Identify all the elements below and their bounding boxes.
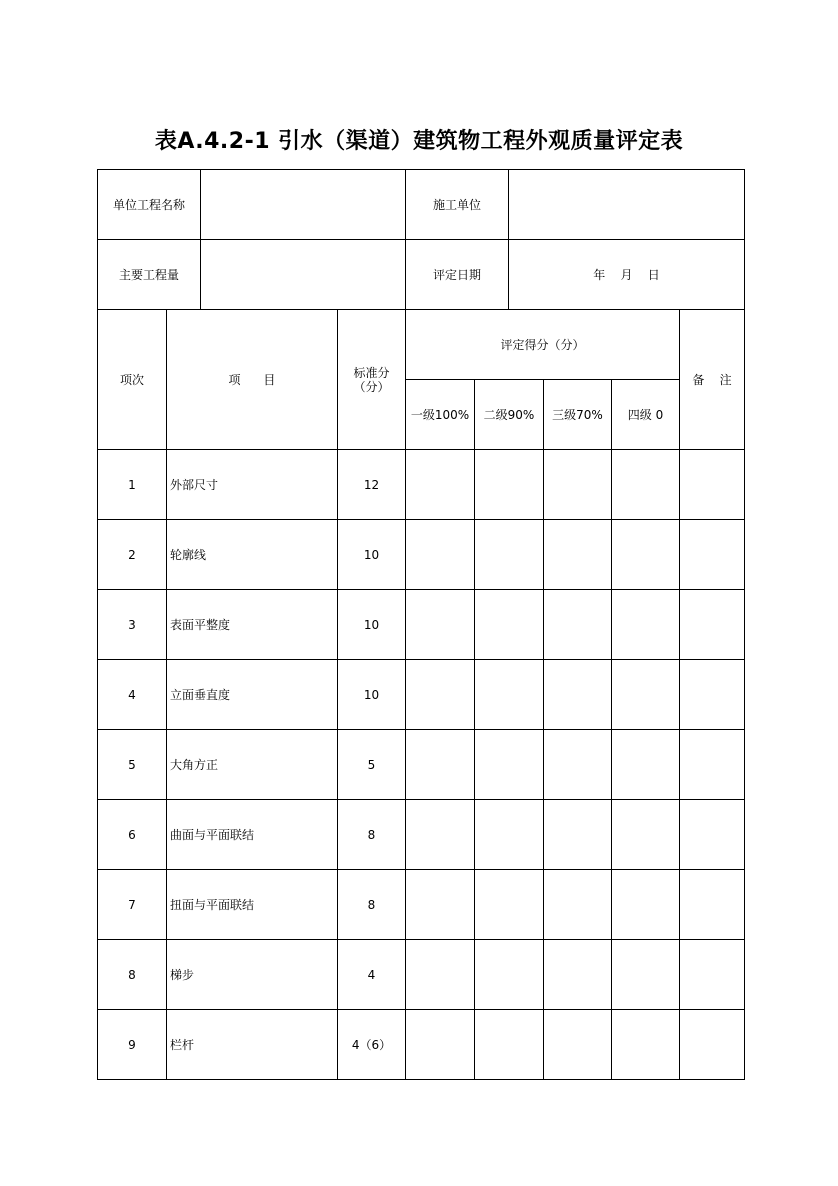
col-no-header: 项次 <box>97 309 167 450</box>
row-grade2-field[interactable] <box>474 589 544 660</box>
eval-date-field[interactable]: 年 月 日 <box>508 239 745 310</box>
row-grade2-field[interactable] <box>474 729 544 800</box>
row-grade2-field[interactable] <box>474 519 544 590</box>
row-grade2-field[interactable] <box>474 659 544 730</box>
col-grade2-header: 二级90% <box>474 379 544 450</box>
row-grade3-field[interactable] <box>543 939 612 1010</box>
row-grade1-field[interactable] <box>405 869 475 940</box>
column-header <box>98 310 745 451</box>
row-grade2-field[interactable] <box>474 449 544 520</box>
row-std-score: 10 <box>337 589 406 660</box>
row-grade4-field[interactable] <box>611 729 680 800</box>
table-row <box>98 870 745 941</box>
row-grade1-field[interactable] <box>405 939 475 1010</box>
row-no: 3 <box>97 589 167 660</box>
main-quantity-field[interactable] <box>200 239 406 310</box>
row-grade4-field[interactable] <box>611 659 680 730</box>
row-no: 4 <box>97 659 167 730</box>
row-remark-field[interactable] <box>679 869 745 940</box>
col-eval-score-header: 评定得分（分） <box>405 309 680 380</box>
row-std-score: 10 <box>337 519 406 590</box>
row-grade2-field[interactable] <box>474 869 544 940</box>
row-grade1-field[interactable] <box>405 799 475 870</box>
row-grade4-field[interactable] <box>611 799 680 870</box>
row-remark-field[interactable] <box>679 659 745 730</box>
row-grade2-field[interactable] <box>474 1009 544 1080</box>
main-quantity-label: 主要工程量 <box>97 239 201 310</box>
table-row <box>98 660 745 731</box>
contractor-label: 施工单位 <box>405 169 509 240</box>
row-remark-field[interactable] <box>679 589 745 660</box>
form-title: 表A.4.2-1 引水（渠道）建筑物工程外观质量评定表 <box>154 129 684 154</box>
row-no: 8 <box>97 939 167 1010</box>
row-grade3-field[interactable] <box>543 659 612 730</box>
row-grade4-field[interactable] <box>611 1009 680 1080</box>
row-grade3-field[interactable] <box>543 729 612 800</box>
row-grade2-field[interactable] <box>474 799 544 870</box>
col-grade4-header: 四级 0 <box>611 379 680 450</box>
row-std-score: 4 <box>337 939 406 1010</box>
row-std-score: 5 <box>337 729 406 800</box>
row-item: 外部尺寸 <box>166 449 338 520</box>
table-row <box>98 1010 745 1081</box>
eval-date-label: 评定日期 <box>405 239 509 310</box>
table-row <box>98 520 745 591</box>
row-no: 2 <box>97 519 167 590</box>
contractor-field[interactable] <box>508 169 745 240</box>
unit-project-label: 单位工程名称 <box>97 169 201 240</box>
row-item: 大角方正 <box>166 729 338 800</box>
row-grade3-field[interactable] <box>543 519 612 590</box>
row-grade4-field[interactable] <box>611 869 680 940</box>
row-std-score: 8 <box>337 799 406 870</box>
row-grade2-field[interactable] <box>474 939 544 1010</box>
unit-project-field[interactable] <box>200 169 406 240</box>
std-score-line1: 标准分 <box>353 365 390 380</box>
row-grade3-field[interactable] <box>543 799 612 870</box>
row-grade1-field[interactable] <box>405 519 475 590</box>
col-std-score-header <box>337 309 406 450</box>
row-grade1-field[interactable] <box>405 729 475 800</box>
row-remark-field[interactable] <box>679 1009 745 1080</box>
row-no: 6 <box>97 799 167 870</box>
row-item: 曲面与平面联结 <box>166 799 338 870</box>
row-grade1-field[interactable] <box>405 589 475 660</box>
col-grade3-header: 三级70% <box>543 379 612 450</box>
header-section <box>98 170 745 310</box>
table-row <box>98 590 745 661</box>
table-row <box>98 730 745 801</box>
row-grade3-field[interactable] <box>543 869 612 940</box>
row-grade3-field[interactable] <box>543 589 612 660</box>
row-std-score: 4（6） <box>337 1009 406 1080</box>
row-grade3-field[interactable] <box>543 1009 612 1080</box>
row-remark-field[interactable] <box>679 449 745 520</box>
row-remark-field[interactable] <box>679 729 745 800</box>
row-grade3-field[interactable] <box>543 449 612 520</box>
row-item: 扭面与平面联结 <box>166 869 338 940</box>
table-row <box>98 940 745 1011</box>
row-item: 立面垂直度 <box>166 659 338 730</box>
row-std-score: 8 <box>337 869 406 940</box>
row-grade1-field[interactable] <box>405 449 475 520</box>
std-score-line2: （分） <box>353 379 390 394</box>
row-no: 9 <box>97 1009 167 1080</box>
row-remark-field[interactable] <box>679 799 745 870</box>
row-grade4-field[interactable] <box>611 519 680 590</box>
row-grade4-field[interactable] <box>611 939 680 1010</box>
row-item: 表面平整度 <box>166 589 338 660</box>
col-remark-header: 备 注 <box>679 309 745 450</box>
row-item: 轮廓线 <box>166 519 338 590</box>
row-grade1-field[interactable] <box>405 1009 475 1080</box>
row-no: 7 <box>97 869 167 940</box>
row-item: 梯步 <box>166 939 338 1010</box>
row-grade4-field[interactable] <box>611 449 680 520</box>
col-item-header: 项 目 <box>166 309 338 450</box>
table-row <box>98 800 745 871</box>
row-std-score: 12 <box>337 449 406 520</box>
row-remark-field[interactable] <box>679 939 745 1010</box>
row-remark-field[interactable] <box>679 519 745 590</box>
row-grade4-field[interactable] <box>611 589 680 660</box>
row-no: 5 <box>97 729 167 800</box>
col-grade1-header: 一级100% <box>405 379 475 450</box>
row-no: 1 <box>97 449 167 520</box>
table-row <box>98 450 745 521</box>
row-item: 栏杆 <box>166 1009 338 1080</box>
row-grade1-field[interactable] <box>405 659 475 730</box>
row-std-score: 10 <box>337 659 406 730</box>
